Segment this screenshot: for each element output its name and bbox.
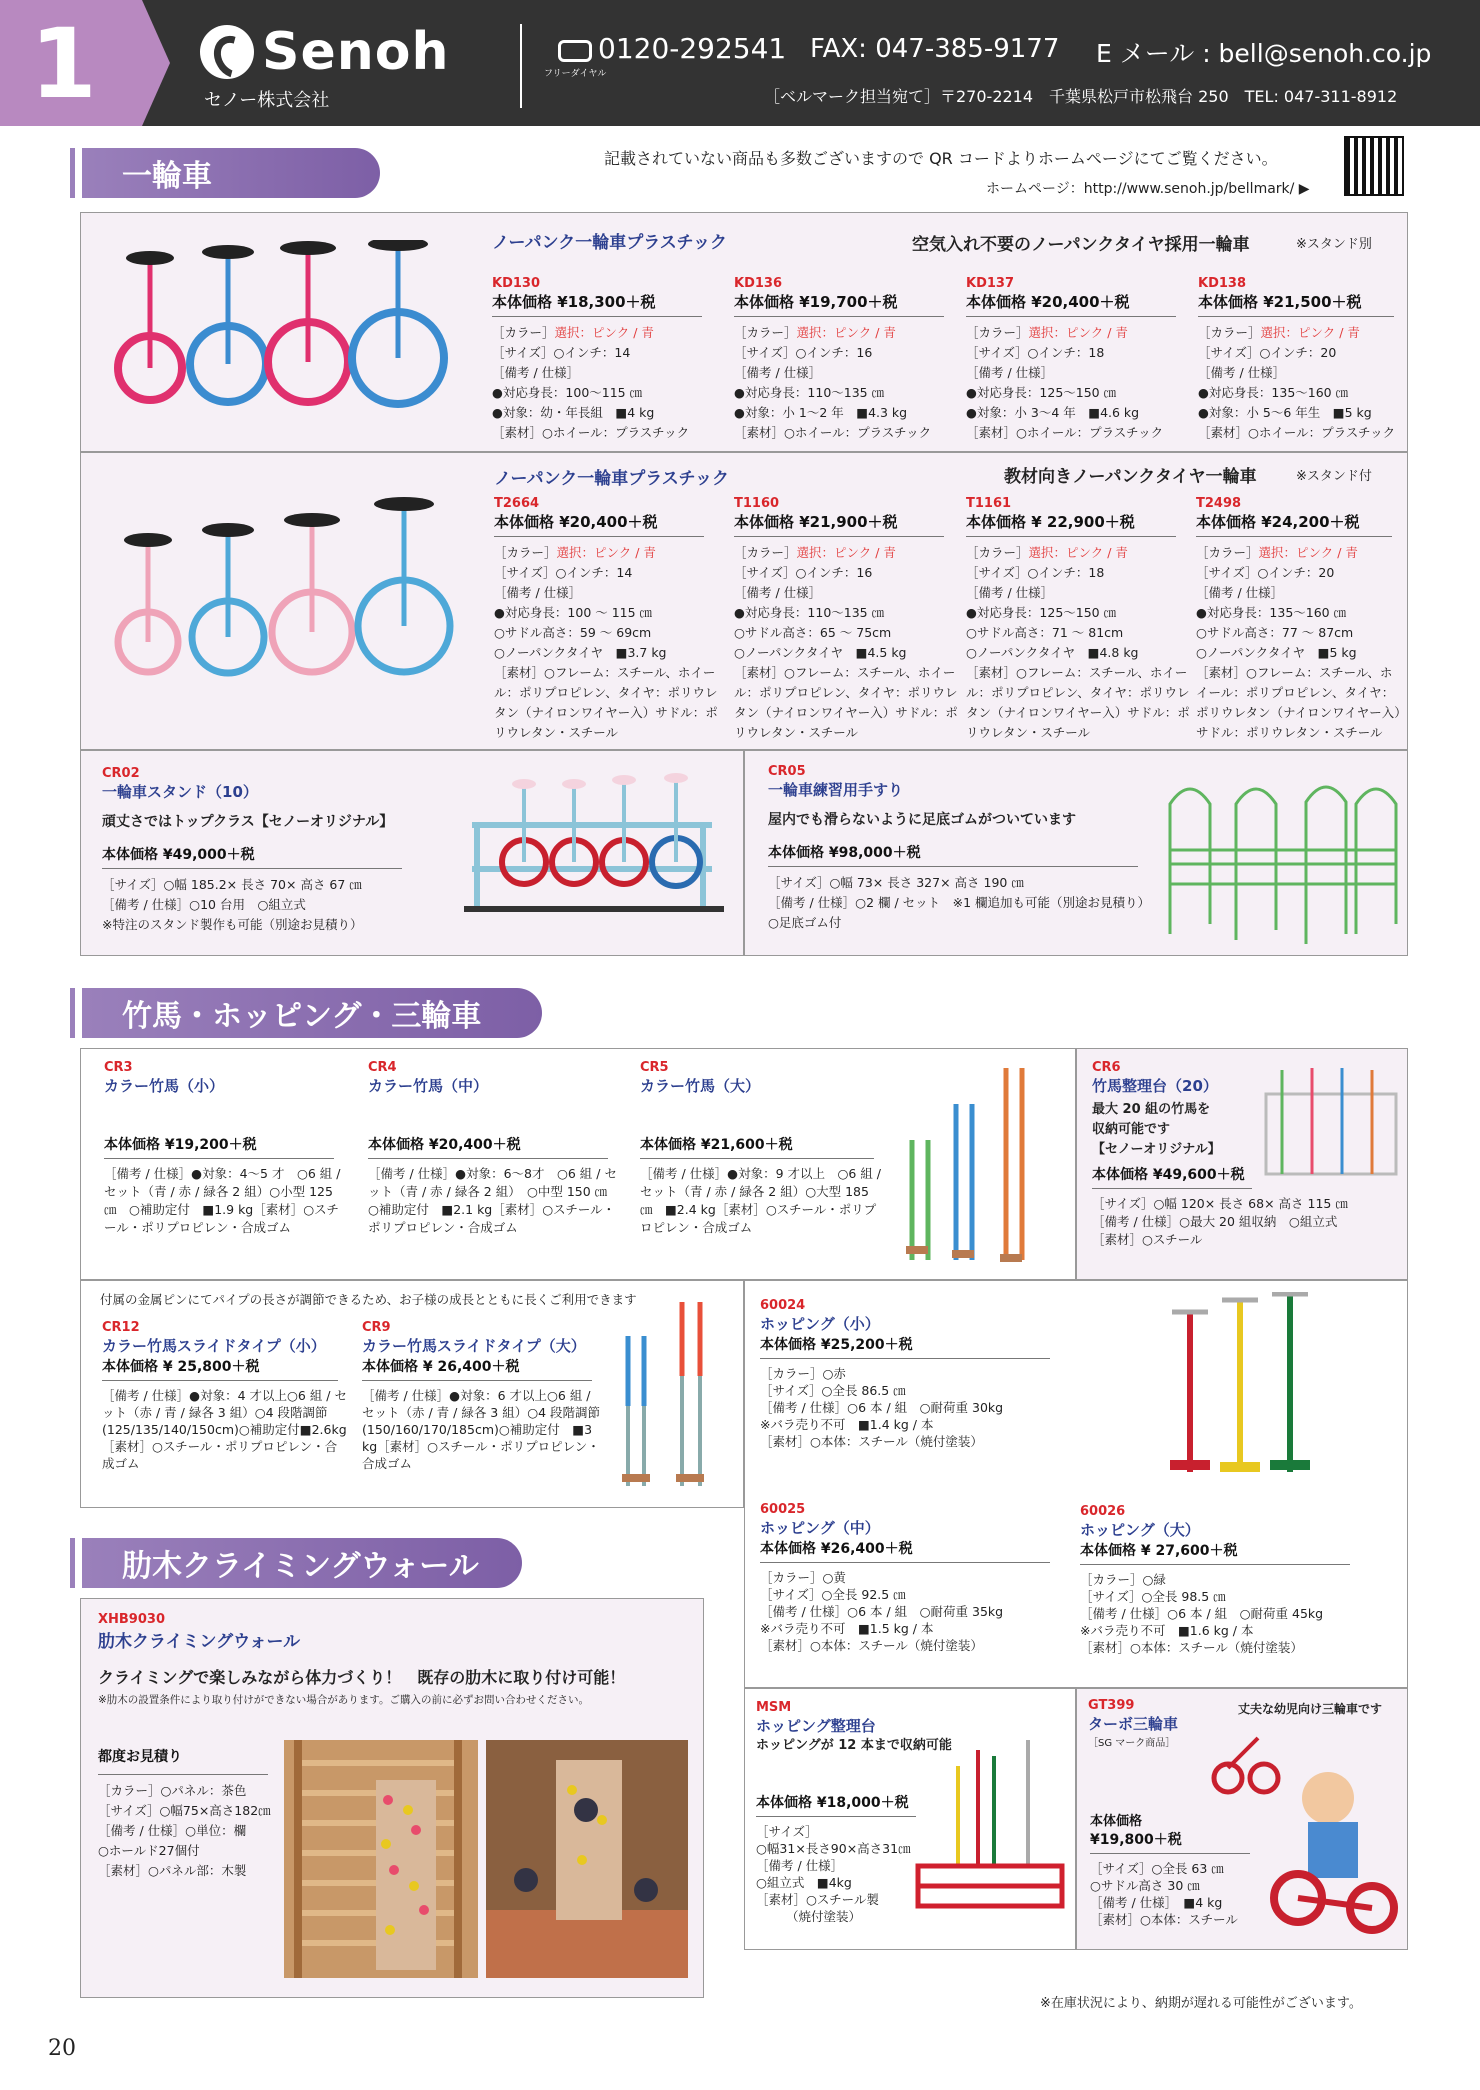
product-code: 60025 [760, 1502, 806, 1517]
phone-number[interactable]: 0120-292541 [598, 32, 787, 65]
page-number: 20 [48, 2036, 76, 2061]
spec-line: ○サドル高さ：59 ～ 69cm [494, 625, 652, 640]
product-price: 本体価格 ¥21,500＋税 [1198, 293, 1362, 311]
spec-line: ［素材］○パネル部：木製 [98, 1863, 247, 1878]
page-chapter-badge [0, 0, 170, 126]
color-option: 選択：ピンク / 青 [796, 325, 896, 340]
product-desc: 頑丈さではトップクラス【セノーオリジナル】 [102, 814, 394, 830]
divider [1198, 316, 1394, 317]
spec-text: ［備考 / 仕様］●対象：6～8才 ○6 組 / セット（青 / 赤 / 緑各 2 組） ○中型 150 ㎝○補助定付 ■2.1 kg［素材］○スチール・ポリプロピレン・合成ゴム [368, 1166, 617, 1235]
spec-line: ［素材］○スチール [1092, 1232, 1203, 1247]
product-60025 [760, 1502, 1060, 1654]
spec-label: ［カラー］ [966, 325, 1029, 340]
hopping-image [1130, 1292, 1350, 1502]
spec-size: ［サイズ］○インチ：16 [734, 345, 873, 360]
stilt-rack-image [1262, 1064, 1402, 1184]
spec-label: ［カラー］ [494, 545, 557, 560]
product-code: CR02 [102, 766, 140, 781]
climbing-wall-photo [284, 1740, 478, 1978]
divider [760, 1358, 1050, 1359]
spec-line: ●対応身長：135～160 ㎝ [1198, 385, 1349, 400]
spec-label: ［備考 / 仕様］ [966, 585, 1054, 600]
company-name: セノー株式会社 [204, 90, 330, 111]
spec-line: ［備考 / 仕様］○10 台用 ○組立式 [102, 897, 306, 912]
divider [756, 1816, 916, 1817]
product-title: 一輪車スタンド（10） [102, 783, 258, 801]
divider [1092, 1188, 1252, 1189]
product-code: 60026 [1080, 1504, 1126, 1519]
product-60024 [760, 1298, 1060, 1450]
spec-line: ●対応身長：110～135 ㎝ [734, 385, 885, 400]
product-code: CR12 [102, 1320, 140, 1335]
spec-line: ○ノーパンクタイヤ ■3.7 kg [494, 645, 667, 660]
product-code: KD136 [734, 276, 783, 291]
spec-label: ［備考 / 仕様］ [1196, 585, 1284, 600]
spec-line: ［サイズ］○幅 120× 長さ 68× 高さ 115 ㎝ [1092, 1196, 1348, 1211]
brand-name: Senoh [262, 22, 450, 82]
spec-size: ［サイズ］○インチ：20 [1198, 345, 1337, 360]
homepage-link[interactable]: ホームページ：http://www.senoh.jp/bellmark/ ▶ [986, 181, 1310, 197]
product-price: 本体価格 ¥ 27,600＋税 [1080, 1543, 1238, 1559]
spec-line: ○ホールド27個付 [98, 1843, 200, 1858]
spec-line: ○サドル高さ 30 ㎝ [1090, 1878, 1200, 1893]
product-cr4 [368, 1060, 618, 1237]
tricycle-image [1198, 1718, 1404, 1940]
divider [768, 866, 1138, 867]
row2-subtitle: 教材向きノーパンクタイヤ一輪車 [1004, 467, 1257, 487]
spec-text: ［備考 / 仕様］●対象：9 才以上 ○6 組 / セット（青 / 赤 / 緑各 2 組）○大型 185 ㎝ ■2.4 kg［素材］○スチール・ポリプロピレン・合成ゴム [640, 1166, 882, 1235]
spec-line: ●対応身長：110～135 ㎝ [734, 605, 885, 620]
product-t2664 [494, 496, 720, 743]
product-code: 60024 [760, 1298, 806, 1313]
product-price: 本体価格 ¥18,000＋税 [756, 1795, 909, 1811]
product-code: T1160 [734, 496, 780, 511]
product-code: T2664 [494, 496, 540, 511]
spec-line: ●対象：幼・年長組 ■4 kg [492, 405, 655, 420]
color-option: 選択：ピンク / 青 [1028, 325, 1128, 340]
spec-size: ［サイズ］○インチ：18 [966, 565, 1105, 580]
color-option: 選択：ピンク / 青 [1260, 325, 1360, 340]
product-price: 本体価格 ¥49,000＋税 [102, 847, 255, 863]
color-option: 選択：ピンク / 青 [1258, 545, 1358, 560]
divider [368, 1158, 608, 1159]
product-kd136 [734, 276, 954, 443]
product-desc: 最大 20 組の竹馬を [1092, 1102, 1211, 1117]
slide-note: 付属の金属ピンにてパイプの長さが調節できるため、お子様の成長とともに長くご利用できます [100, 1292, 637, 1307]
product-title: 一輪車練習用手すり [768, 781, 904, 799]
product-price: 本体価格 ¥21,900＋税 [734, 513, 898, 531]
spec-line: ［サイズ］ [756, 1824, 818, 1839]
spec-line: ※バラ売り不可 ■1.4 kg / 本 [760, 1417, 934, 1432]
spec-line: ※特注のスタンド製作も可能（別途お見積り） [102, 917, 363, 932]
spec-material: ［素材］○フレーム：スチール、ホイール：ポリプロピレン、タイヤ：ポリウレタン（ナイロンワイヤー入）サドル：ポリウレタン・スチール [966, 665, 1190, 740]
spec-line: ［素材］○本体：スチール（焼付塗装） [1080, 1640, 1303, 1655]
product-cr02 [102, 766, 412, 935]
spec-size: ［サイズ］○インチ：18 [966, 345, 1105, 360]
product-price: 本体価格 ¥ 22,900＋税 [966, 513, 1135, 531]
unicycle-image-2 [104, 492, 474, 692]
product-code: CR3 [104, 1060, 133, 1075]
spec-line: ［サイズ］○幅75×高さ182㎝ [98, 1803, 271, 1818]
spec-line: ［備考 / 仕様］○最大 20 組収納 ○組立式 [1092, 1214, 1338, 1229]
row1-subtitle: 空気入れ不要のノーパンクタイヤ採用一輪車 [912, 235, 1250, 255]
spec-line: ○サドル高さ：77 ～ 87cm [1196, 625, 1354, 640]
stilts-image [898, 1060, 1068, 1270]
senoh-logo-icon [200, 25, 254, 79]
spec-label: ［備考 / 仕様］ [966, 365, 1054, 380]
product-title: ホッピング（小） [760, 1315, 880, 1333]
spec-size: ［サイズ］○インチ：16 [734, 565, 873, 580]
unicycle-image-1 [108, 240, 478, 420]
divider [98, 1774, 268, 1775]
spec-line: ※バラ売り不可 ■1.5 kg / 本 [760, 1621, 934, 1636]
spec-line: ○幅31×長さ90×高さ31㎝ [756, 1841, 911, 1856]
spec-size: ［サイズ］○インチ：14 [494, 565, 633, 580]
spec-line: ［備考 / 仕様］ [756, 1858, 844, 1873]
product-code: T2498 [1196, 496, 1242, 511]
divider [104, 1158, 334, 1159]
spec-label: ［カラー］ [966, 545, 1029, 560]
spec-material: ［素材］○ホイール：プラスチック [966, 425, 1164, 440]
spec-line: ○ノーパンクタイヤ ■5 kg [1196, 645, 1357, 660]
sg-mark-note: ［SG マーク商品］ [1088, 1738, 1176, 1749]
divider [966, 316, 1176, 317]
product-price: 本体価格 ¥20,400＋税 [494, 513, 658, 531]
spec-line: ［備考 / 仕様］○2 欄 / セット ※1 欄追加も可能（別途お見積り） [768, 895, 1151, 910]
msm-spec [756, 1792, 926, 1925]
divider [760, 1562, 1050, 1563]
product-price-label: 本体価格 [1090, 1814, 1143, 1829]
section-title: 一輪車 [122, 159, 212, 194]
product-code: CR4 [368, 1060, 397, 1075]
spec-line: ●対象：小 5～6 年生 ■5 kg [1198, 405, 1372, 420]
email-address[interactable]: E メール : bell@senoh.co.jp [1096, 39, 1432, 68]
spec-label: ［カラー］ [734, 325, 797, 340]
spec-line: ［カラー］○パネル：茶色 [98, 1783, 247, 1798]
gt399-tagline: 丈夫な幼児向け三輪車です [1238, 1702, 1383, 1716]
spec-text: ［備考 / 仕様］●対象：6 才以上○6 組 / セット（赤 / 青 / 緑各 3 組）○4 段階調節(150/160/170/185cm)○補助定付 ■3 kg［素材］○スチール・ポリプロピレン・合成ゴム [362, 1388, 601, 1471]
spec-label: ［カラー］ [1198, 325, 1261, 340]
product-code: CR5 [640, 1060, 669, 1075]
divider [966, 536, 1176, 537]
climbing-spec [98, 1746, 278, 1881]
spec-line: ●対応身長：125～150 ㎝ [966, 605, 1117, 620]
product-code: T1161 [966, 496, 1012, 511]
product-title: カラー竹馬スライドタイプ（小） [102, 1337, 326, 1355]
divider [734, 536, 944, 537]
product-t1161 [966, 496, 1190, 743]
spec-line: ［素材］○本体：スチール（焼付塗装） [760, 1434, 983, 1449]
product-title: カラー竹馬（大） [640, 1077, 761, 1095]
spec-line: ※バラ売り不可 ■1.6 kg / 本 [1080, 1623, 1254, 1638]
spec-text: ［備考 / 仕様］●対象：4 才以上○6 組 / セット（赤 / 青 / 緑各 3 組）○4 段階調節(125/135/140/150cm)○補助定付■2.6kg［素材］○スチール・ポリプロピレン・合成ゴム [102, 1388, 347, 1471]
qr-code[interactable] [1344, 136, 1404, 196]
spec-line: ［サイズ］○幅 73× 長さ 327× 高さ 190 ㎝ [768, 875, 1024, 890]
product-kd137 [966, 276, 1186, 443]
spec-material: ［素材］○ホイール：プラスチック [1198, 425, 1396, 440]
spec-line: ○サドル高さ：65 ～ 75cm [734, 625, 892, 640]
divider [1196, 536, 1392, 537]
chapter-number: 1 [30, 8, 97, 120]
product-cr3 [104, 1060, 344, 1237]
notice-text: 記載されていない商品も多数ございますので QR コードよりホームページにてご覧ください。 [604, 149, 1278, 168]
product-title: ターボ三輪車 [1088, 1715, 1179, 1733]
spec-line: ●対応身長：125～150 ㎝ [966, 385, 1117, 400]
product-title: カラー竹馬スライドタイプ（大） [362, 1337, 586, 1355]
spec-line: ［備考 / 仕様］○単位：欄 [98, 1823, 247, 1838]
product-title: ホッピング（中） [760, 1519, 880, 1537]
section-banner-climbing [82, 1538, 522, 1588]
product-desc: 収納可能です [1092, 1122, 1171, 1137]
spec-label: ［備考 / 仕様］ [1198, 365, 1286, 380]
spec-line: ［備考 / 仕様］○6 本 / 組 ○耐荷重 45kg [1080, 1606, 1324, 1621]
spec-size: ［サイズ］○インチ：14 [492, 345, 631, 360]
product-price: 本体価格 ¥19,700＋税 [734, 293, 898, 311]
spec-line: ［素材］○本体：スチール [1090, 1912, 1238, 1927]
spec-line: （焼付塗装） [786, 1909, 862, 1924]
color-option: 選択：ピンク / 青 [556, 545, 656, 560]
product-price: 都度お見積り [98, 1749, 182, 1765]
product-desc: クライミングで楽しみながら体力づくり！ 既存の肋木に取り付け可能！ [98, 1668, 626, 1687]
spec-label: ［カラー］ [492, 325, 555, 340]
row1-title: ノーパンク一輪車プラスチック [492, 233, 727, 253]
spec-line: ○ノーパンクタイヤ ■4.5 kg [734, 645, 907, 660]
product-price: 本体価格 ¥21,600＋税 [640, 1137, 793, 1153]
product-price: 本体価格 ¥20,400＋税 [966, 293, 1130, 311]
spec-line: ○足底ゴム付 [768, 915, 842, 930]
spec-line: ［サイズ］○全長 98.5 ㎝ [1080, 1589, 1226, 1604]
product-code: CR9 [362, 1320, 391, 1335]
spec-line: ［素材］○本体：スチール（焼付塗装） [760, 1638, 983, 1653]
spec-label: ［備考 / 仕様］ [734, 585, 822, 600]
spec-line: ［カラー］○緑 [1080, 1572, 1166, 1587]
product-price: 本体価格 ¥98,000＋税 [768, 845, 921, 861]
product-price: 本体価格 ¥19,200＋税 [104, 1137, 257, 1153]
spec-line: ●対象：小 3～4 年 ■4.6 kg [966, 405, 1140, 420]
hopping-rack-image [908, 1736, 1072, 1936]
spec-line: ●対応身長：100～115 ㎝ [492, 385, 643, 400]
product-price: 本体価格 ¥24,200＋税 [1196, 513, 1360, 531]
product-cr05 [768, 764, 1208, 933]
spec-line: ○サドル高さ：71 ～ 81cm [966, 625, 1124, 640]
spec-material: ［素材］○フレーム：スチール、ホイール：ポリプロピレン、タイヤ：ポリウレタン（ナイロンワイヤー入）サドル：ポリウレタン・スチール [1196, 665, 1401, 740]
freedial-icon [558, 40, 592, 62]
spec-line: ［備考 / 仕様］○6 本 / 組 ○耐荷重 30kg [760, 1400, 1004, 1415]
product-title: ホッピング整理台 [756, 1717, 876, 1735]
row2-title: ノーパンク一輪車プラスチック [494, 469, 729, 489]
spec-material: ［素材］○ホイール：プラスチック [492, 425, 690, 440]
product-title: 竹馬整理台（20） [1092, 1077, 1218, 1095]
divider [1080, 1564, 1350, 1565]
product-kd138 [1198, 276, 1408, 443]
practice-rail-image [1160, 764, 1406, 950]
product-xhb9030 [98, 1612, 698, 1707]
spec-material: ［素材］○フレーム：スチール、ホイール：ポリプロピレン、タイヤ：ポリウレタン（ナイロンワイヤー入）サドル：ポリウレタン・スチール [734, 665, 958, 740]
spec-line: ［サイズ］○全長 92.5 ㎝ [760, 1587, 906, 1602]
product-code: GT399 [1088, 1698, 1135, 1713]
caution-note: ※肋木の設置条件により取り付けができない場合があります。ご購入の前に必ずお問い合わせください。 [98, 1694, 589, 1706]
spec-line: ○ノーパンクタイヤ ■4.8 kg [966, 645, 1139, 660]
product-kd130 [492, 276, 712, 443]
color-option: 選択：ピンク / 青 [554, 325, 654, 340]
footer-note: ※在庫状況により、納期が遅れる可能性がございます。 [1040, 1996, 1362, 2011]
product-code: XHB9030 [98, 1612, 165, 1627]
spec-label: ［カラー］ [734, 545, 797, 560]
spec-line: ●対象：小 1～2 年 ■4.3 kg [734, 405, 908, 420]
color-option: 選択：ピンク / 青 [796, 545, 896, 560]
spec-label: ［備考 / 仕様］ [492, 365, 580, 380]
divider [102, 868, 402, 869]
product-price: 本体価格 ¥20,400＋税 [368, 1137, 521, 1153]
product-t1160 [734, 496, 960, 743]
product-desc: 屋内でも滑らないように足底ゴムがついています [768, 812, 1076, 828]
product-60026 [1080, 1504, 1380, 1656]
spec-material: ［素材］○ホイール：プラスチック [734, 425, 932, 440]
spec-label: ［備考 / 仕様］ [494, 585, 582, 600]
spec-line: ［カラー］○赤 [760, 1366, 846, 1381]
product-title: カラー竹馬（中） [368, 1077, 489, 1095]
spec-line: ［カラー］○黄 [760, 1570, 846, 1585]
color-option: 選択：ピンク / 青 [1028, 545, 1128, 560]
slide-stilts-image [614, 1296, 734, 1496]
product-desc: ホッピングが 12 本まで収納可能 [756, 1738, 952, 1753]
fax-number: FAX: 047-385-9177 [810, 34, 1060, 64]
spec-line: ［素材］○スチール製 [756, 1892, 879, 1907]
section-banner-stilts [82, 988, 542, 1038]
product-price: 本体価格 ¥ 26,400＋税 [362, 1359, 520, 1375]
product-title: カラー竹馬（小） [104, 1077, 225, 1095]
product-desc: 【セノーオリジナル】 [1092, 1142, 1221, 1157]
product-code: KD130 [492, 276, 541, 291]
divider [102, 1380, 338, 1381]
spec-material: ［素材］○フレーム：スチール、ホイール：ポリプロピレン、タイヤ：ポリウレタン（ナイロンワイヤー入）サドル：ポリウレタン・スチール [494, 665, 718, 740]
freedial-label: フリーダイヤル [544, 69, 607, 79]
product-title: 肋木クライミングウォール [98, 1632, 301, 1652]
product-price: 本体価格 ¥26,400＋税 [760, 1541, 913, 1557]
product-title: ホッピング（大） [1080, 1521, 1200, 1539]
product-cr9 [362, 1320, 602, 1472]
header-divider [520, 24, 522, 108]
spec-size: ［サイズ］○インチ：20 [1196, 565, 1335, 580]
spec-label: ［備考 / 仕様］ [734, 365, 822, 380]
spec-line: ［サイズ］○全長 86.5 ㎝ [760, 1383, 906, 1398]
address-line: ［ベルマーク担当宛て］〒270-2214 千葉県松戸市松飛台 250 TEL: 047-311-8912 [764, 87, 1398, 106]
spec-line: ●対応身長：100 ～ 115 ㎝ [494, 605, 653, 620]
divider [492, 316, 702, 317]
divider [734, 316, 944, 317]
product-code: KD138 [1198, 276, 1247, 291]
section-banner-unicycle [82, 148, 380, 198]
spec-line: ○組立式 ■4kg [756, 1875, 852, 1890]
product-cr5 [640, 1060, 884, 1237]
spec-line: ［サイズ］○幅 185.2× 長さ 70× 高さ 67 ㎝ [102, 877, 362, 892]
divider [362, 1380, 592, 1381]
product-code: MSM [756, 1700, 792, 1715]
product-code: CR6 [1092, 1060, 1121, 1075]
product-price: 本体価格 ¥18,300＋税 [492, 293, 656, 311]
senoh-logo [200, 22, 449, 82]
product-cr12 [102, 1320, 348, 1472]
spec-line: ［サイズ］○全長 63 ㎝ [1090, 1861, 1224, 1876]
section-title: 竹馬・ホッピング・三輪車 [122, 999, 482, 1034]
spec-label: ［カラー］ [1196, 545, 1259, 560]
section-title: 肋木クライミングウォール [122, 1549, 479, 1584]
divider [640, 1158, 874, 1159]
spec-line: ［備考 / 仕様］○6 本 / 組 ○耐荷重 35kg [760, 1604, 1004, 1619]
row2-note: ※スタンド付 [1296, 469, 1372, 484]
row1-note: ※スタンド別 [1296, 237, 1372, 252]
spec-line: ●対応身長：135～160 ㎝ [1196, 605, 1347, 620]
product-price: ¥19,800＋税 [1090, 1832, 1182, 1848]
product-price: 本体価格 ¥ 25,800＋税 [102, 1359, 260, 1375]
spec-line: ［備考 / 仕様］ ■4 kg [1090, 1895, 1223, 1910]
product-price: 本体価格 ¥49,600＋税 [1092, 1167, 1245, 1183]
stand-image [464, 766, 734, 916]
spec-text: ［備考 / 仕様］●対象：4～5 才 ○6 組 / セット（青 / 赤 / 緑各 2 組）○小型 125 ㎝ ○補助定付 ■1.9 kg［素材］○スチール・ポリプロピレン・合成ゴム [104, 1166, 341, 1235]
product-t2498 [1196, 496, 1402, 743]
product-code: KD137 [966, 276, 1015, 291]
climbing-kids-photo [486, 1740, 688, 1978]
divider [494, 536, 704, 537]
product-price: 本体価格 ¥25,200＋税 [760, 1337, 913, 1353]
product-code: CR05 [768, 764, 806, 779]
